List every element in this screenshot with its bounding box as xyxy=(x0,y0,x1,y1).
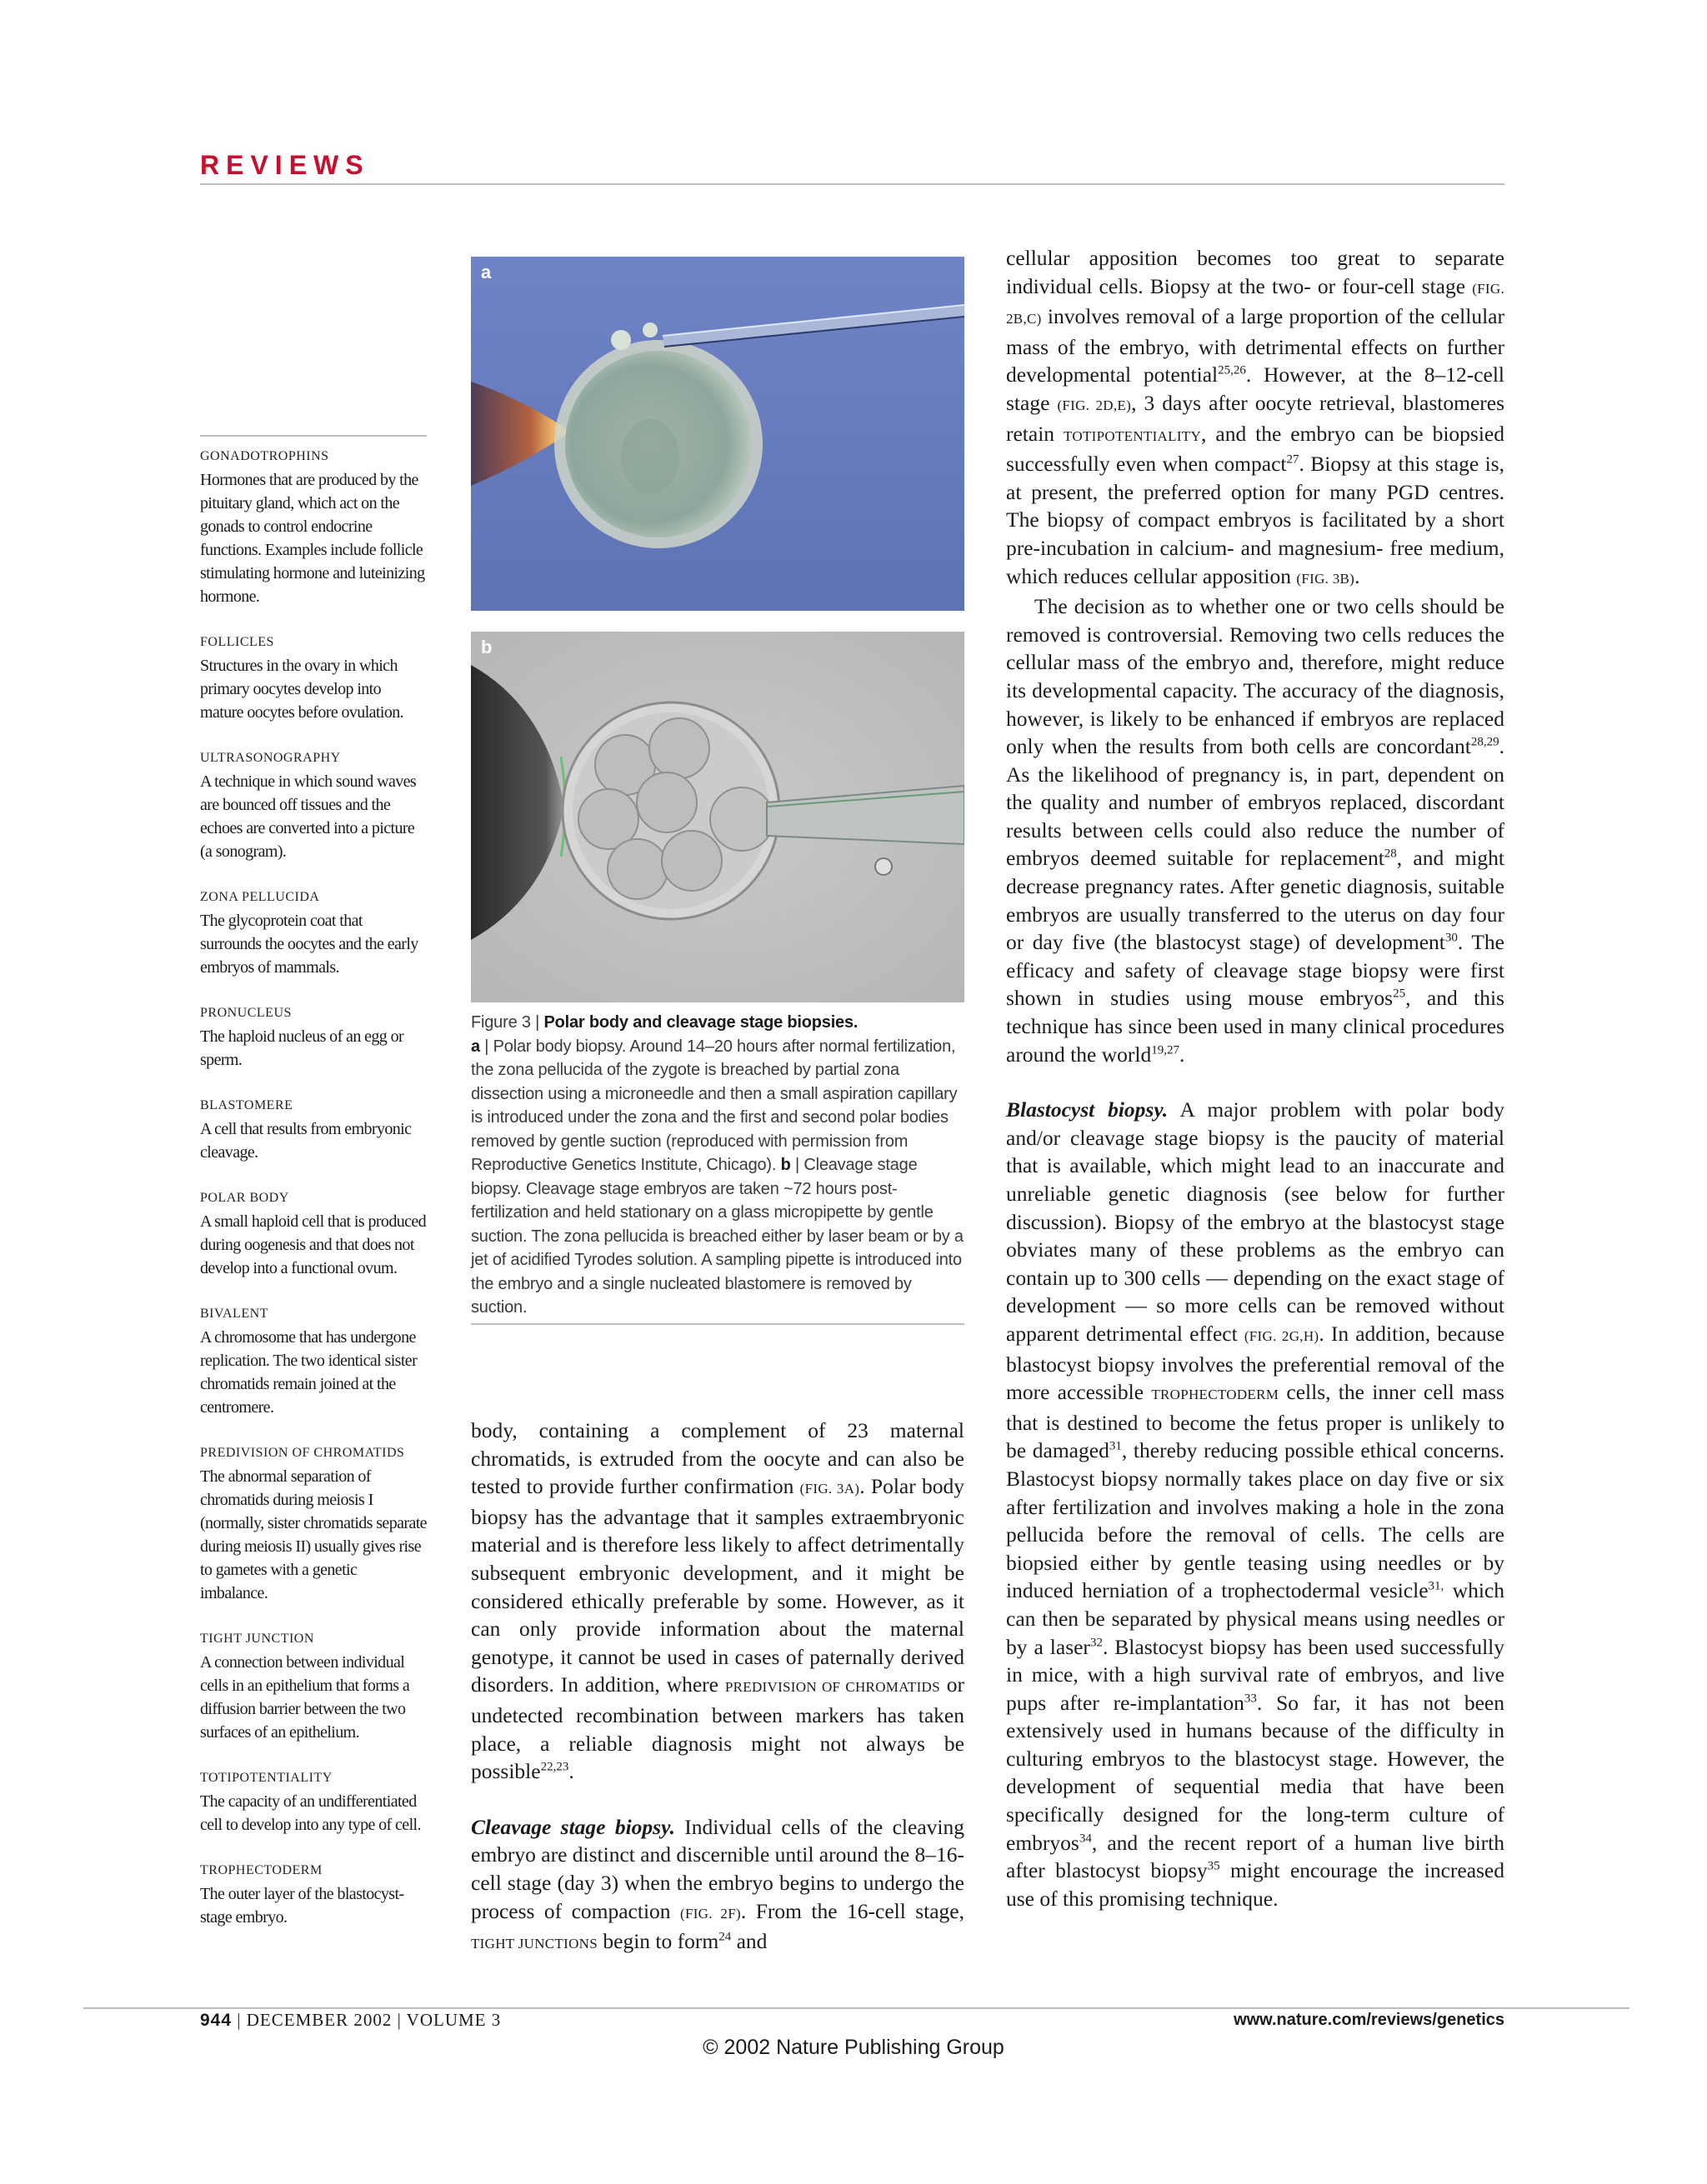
citation: 25 xyxy=(1393,987,1406,1001)
glossary-definition: A technique in which sound waves are bounced off tissues and the echoes are converted into a picture (a sonogram). xyxy=(200,772,417,861)
cleavage-biopsy-micrograph xyxy=(471,632,964,1002)
glossary-entry xyxy=(200,1002,427,1072)
glossary-term-ref: PREDIVISION OF CHROMATIDS xyxy=(724,1679,940,1696)
figure-reference: (FIG. 2F) xyxy=(679,1905,741,1922)
citation: 30 xyxy=(1444,931,1458,945)
glossary-definition: The capacity of an undifferentiated cell to develop into any type of cell. xyxy=(200,1792,421,1834)
text-run: , and the recent report of a human live birth after blastocyst biopsy xyxy=(1006,1830,1504,1883)
copyright-notice: © 2002 Nature Publishing Group xyxy=(703,2036,1004,2059)
polar-body-micrograph xyxy=(471,257,964,611)
paragraph xyxy=(471,1813,964,1958)
text-run: cells, the inner cell mass that is destined to become the fetus proper is unlikely to be damaged xyxy=(1006,1380,1504,1463)
caption-a-label: a xyxy=(471,1037,480,1056)
citation: 32 xyxy=(1089,1636,1103,1649)
caption-a-text: | Polar body biopsy. Around 14–20 hours after normal fertilization, the zona pellucida of the zygote is breached by partial zona dissection using a microneedle and then a small aspiration capillary is introduced under the zona and the first and second polar bodies removed by gentle suction (reproduced with permission from Reproductive Genetics Institute, Chicago). xyxy=(471,1037,958,1174)
text-run: or undetected recombination between markers has taken place, a reliable diagnosis might not always be possible xyxy=(471,1672,964,1784)
glossary-term: TOTIPOTENTIALITY xyxy=(200,1771,333,1785)
text-run: , thereby reducing possible ethical concerns. Blastocyst biopsy normally takes place on day five or six after fertilization and involves making a hole in the zona pellucida before the removal of cells. The cells are biopsied either by gentle teasing using needles or by induced herniation of a trophectodermal vesicle xyxy=(1006,1438,1504,1603)
figure-reference: (FIG. 2G,H) xyxy=(1244,1327,1319,1344)
paragraph xyxy=(471,1417,964,1786)
text-run: , 3 days after oocyte retrieval, blastomeres retain xyxy=(1006,390,1504,446)
text-run: . Polar body biopsy has the advantage that it samples extraembryonic material and is therefore less likely to affect detrimentally subsequent embryonic development, and it might be considered ethically preferable by some. However, as it can only provide information about the maternal genotype, it cannot be used in cases of paternally derived disorders. In addition, where xyxy=(471,1474,964,1697)
text-run: . Blastocyst biopsy has been used successfully in mice, with a high survival rate of embryos, and live pups after re-implantation xyxy=(1006,1634,1504,1715)
caption-label: Figure 3 | xyxy=(471,1013,544,1032)
glossary-definition: A connection between individual cells in an epithelium that forms a diffusion barrier between the two surfaces of an epithelium. xyxy=(200,1653,410,1742)
glossary-term-ref: TOTIPOTENTIALITY xyxy=(1064,427,1202,444)
text-run: The decision as to whether one or two cells should be removed is controversial. Removing two cells reduces the cellular mass of the embryo and, therefore, might reduce its developmental capacity. The accuracy of the diagnosis, however, is likely to be enhanced if embryos are replaced only when the results from both cells are concordant xyxy=(1006,594,1504,759)
citation: 25,26 xyxy=(1218,363,1246,377)
page-number: 944 xyxy=(200,2011,233,2030)
glossary-term-ref: TIGHT JUNCTIONS xyxy=(471,1936,598,1952)
citation: 28,29 xyxy=(1470,735,1499,749)
glossary-entry xyxy=(200,1302,427,1419)
citation: 27 xyxy=(1286,452,1299,467)
figure-panel-a xyxy=(471,257,964,611)
glossary-term: BIVALENT xyxy=(200,1307,268,1321)
glossary-term: FOLLICLES xyxy=(200,635,274,649)
text-run: , and might decrease pregnancy rates. After genetic diagnosis, suitable embryos are usually transferred to the uterus on day four or day five (the blastocyst stage) of development xyxy=(1006,846,1504,955)
figure-reference: (FIG. 2B,C) xyxy=(1006,280,1504,327)
text-run: . However, at the 8–12-cell stage xyxy=(1006,362,1504,415)
glossary-entry xyxy=(200,1859,427,1929)
figure-reference: (FIG. 2D,E) xyxy=(1057,397,1132,413)
glossary-definition: The haploid nucleus of an egg or sperm. xyxy=(200,1027,404,1069)
panel-b-label: b xyxy=(481,637,493,657)
text-run: , and this technique has since been used in many clinical procedures around the world xyxy=(1006,986,1504,1067)
figure-caption xyxy=(471,1011,964,1325)
text-run: . As the likelihood of pregnancy is, in part, dependent on the quality and number of embryos replaced, discordant results between cells could also reduce the number of embryos deemed suitable for replacement xyxy=(1006,734,1504,871)
text-run: involves removal of a large proportion of the cellular mass of the embryo, with detrimental effects on further developmental potential xyxy=(1006,304,1504,387)
text-run: . Biopsy at this stage is, at present, the preferred option for many PGD centres. The biopsy of compact embryos is facilitated by a short pre-incubation in calcium- and magnesium- free medium, which reduces cellular apposition xyxy=(1006,452,1504,588)
glossary-term: PRONUCLEUS xyxy=(200,1006,292,1020)
citation: 31, xyxy=(1428,1579,1444,1593)
body-column-right xyxy=(1006,244,1504,1912)
glossary-definition: Structures in the ovary in which primary oocytes develop into mature oocytes before ovulation. xyxy=(200,657,404,722)
caption-b-label: b xyxy=(780,1156,791,1174)
text-run: might encourage the increased use of this promising technique. xyxy=(1006,1858,1505,1911)
glossary-definition: Hormones that are produced by the pituitary gland, which act on the gonads to control endocrine functions. Examples include follicle stimulating hormone and luteinizing hormone. xyxy=(200,471,425,606)
glossary-term: BLASTOMERE xyxy=(200,1098,293,1112)
figure-panel-b xyxy=(471,632,964,1002)
text-run: cellular apposition becomes too great to separate individual cells. Biopsy at the two- or four-cell stage xyxy=(1006,246,1504,298)
text-run: Individual cells of the cleaving embryo are distinct and discernible until around the 8–16-cell stage (day 3) when the embryo begins to undergo the process of compaction xyxy=(471,1814,965,1923)
text-run: . From the 16-cell stage, xyxy=(740,1898,965,1923)
glossary-entry xyxy=(200,1187,427,1280)
section-label: REVIEWS xyxy=(200,150,370,180)
journal-url[interactable]: www.nature.com/reviews/genetics xyxy=(1234,2011,1504,2029)
text-run: . So far, it has not been extensively used in humans because of the difficulty in culturing embryos to the blastocyst stage. However, the development of sequential media that have been specifically designed for the long-term culture of embryos xyxy=(1006,1690,1504,1855)
citation: 22,23 xyxy=(540,1760,569,1774)
glossary-term: ULTRASONOGRAPHY xyxy=(200,751,341,765)
footer-rule xyxy=(83,2007,1629,2009)
citation: 31 xyxy=(1109,1439,1122,1453)
glossary-definition: A cell that results from embryonic cleavage. xyxy=(200,1120,412,1162)
figure-reference: (FIG. 3B) xyxy=(1296,570,1355,587)
footer-issue-info xyxy=(200,2010,501,2031)
text-run: . xyxy=(1179,1042,1185,1067)
glossary-entry xyxy=(200,1442,427,1605)
issue-date: | DECEMBER 2002 | VOLUME 3 xyxy=(232,2010,502,2030)
glossary-sidebar xyxy=(200,435,427,1952)
text-run: body, containing a complement of 23 maternal chromatids, is extruded from the oocyte and can also be tested to provide further confirmation xyxy=(471,1418,964,1499)
glossary-entry xyxy=(200,1767,427,1837)
citation: 24 xyxy=(718,1930,732,1944)
glossary-term: GONADOTROPHINS xyxy=(200,449,329,463)
glossary-term: TROPHECTODERM xyxy=(200,1863,323,1877)
citation: 28 xyxy=(1384,847,1397,861)
header-rule xyxy=(200,183,1504,185)
text-run: . In addition, because blastocyst biopsy involves the preferential removal of the more accessible xyxy=(1006,1321,1504,1405)
text-run: and xyxy=(731,1929,768,1954)
subsection-heading: Cleavage stage biopsy. xyxy=(471,1814,675,1839)
figure-reference: (FIG. 3A) xyxy=(799,1481,860,1497)
paragraph xyxy=(1006,592,1504,1068)
citation: 35 xyxy=(1207,1859,1220,1873)
glossary-term: POLAR BODY xyxy=(200,1191,289,1205)
glossary-definition: The glycoprotein coat that surrounds the oocytes and the early embryos of mammals. xyxy=(200,912,418,977)
text-run: , and the embryo can be biopsied successfully even when compact xyxy=(1006,421,1504,477)
glossary-term: PREDIVISION OF CHROMATIDS xyxy=(200,1446,405,1460)
glossary-definition: The outer layer of the blastocyst-stage embryo. xyxy=(200,1885,404,1927)
glossary-entry xyxy=(200,445,427,608)
glossary-entry xyxy=(200,886,427,979)
citation: 33 xyxy=(1244,1692,1257,1706)
paragraph xyxy=(1006,1096,1504,1912)
text-run: . The efficacy and safety of cleavage stage biopsy were first shown in studies using mouse embryos xyxy=(1006,930,1504,1011)
caption-b-text: | Cleavage stage biopsy. Cleavage stage embryos are taken ~72 hours post-fertilization and held stationary on a glass micropipette by gentle suction. The zona pellucida is breached either by laser beam or by a jet of acidified Tyrodes solution. A sampling pipette is introduced into the embryo and a single nucleated blastomere is removed by suction. xyxy=(471,1156,964,1317)
glossary-entry xyxy=(200,631,427,724)
glossary-definition: A small haploid cell that is produced during oogenesis and that does not develop into a functional ovum. xyxy=(200,1212,427,1277)
glossary-definition: The abnormal separation of chromatids during meiosis I (normally, sister chromatids separate during meiosis II) usually gives rise to gametes with a genetic imbalance. xyxy=(200,1467,427,1602)
glossary-entry xyxy=(200,1627,427,1744)
text-run: A major problem with polar body and/or cleavage stage biopsy is the paucity of material that is available, which might lead to an inaccurate and unreliable genetic diagnosis (see below for further discussion). Biopsy of the embryo at the blastocyst stage obviates many of these problems as the embryo can contain up to 300 cells — depending on the exact stage of development — so more cells can be removed without apparent detrimental effect xyxy=(1006,1097,1504,1346)
text-run: . xyxy=(568,1759,574,1784)
glossary-term-ref: TROPHECTODERM xyxy=(1151,1387,1279,1403)
glossary-entry xyxy=(200,747,427,863)
body-column-middle xyxy=(471,1417,964,1958)
subsection-heading: Blastocyst biopsy. xyxy=(1006,1097,1169,1122)
figure-3 xyxy=(471,257,964,1325)
citation: 19,27 xyxy=(1151,1043,1179,1057)
glossary-term: ZONA PELLUCIDA xyxy=(200,890,320,904)
glossary-definition: A chromosome that has undergone replication. The two identical sister chromatids remain joined at the centromere. xyxy=(200,1328,418,1417)
text-run: which can then be separated by physical means using needles or by a laser xyxy=(1006,1578,1504,1659)
panel-a-label: a xyxy=(481,262,492,282)
caption-title: Polar body and cleavage stage biopsies. xyxy=(543,1013,859,1032)
glossary-entry xyxy=(200,1094,427,1164)
text-run: begin to form xyxy=(598,1929,719,1954)
citation: 34 xyxy=(1079,1832,1092,1846)
glossary-term: TIGHT JUNCTION xyxy=(200,1632,314,1646)
text-run: . xyxy=(1354,563,1360,588)
paragraph xyxy=(1006,244,1504,592)
